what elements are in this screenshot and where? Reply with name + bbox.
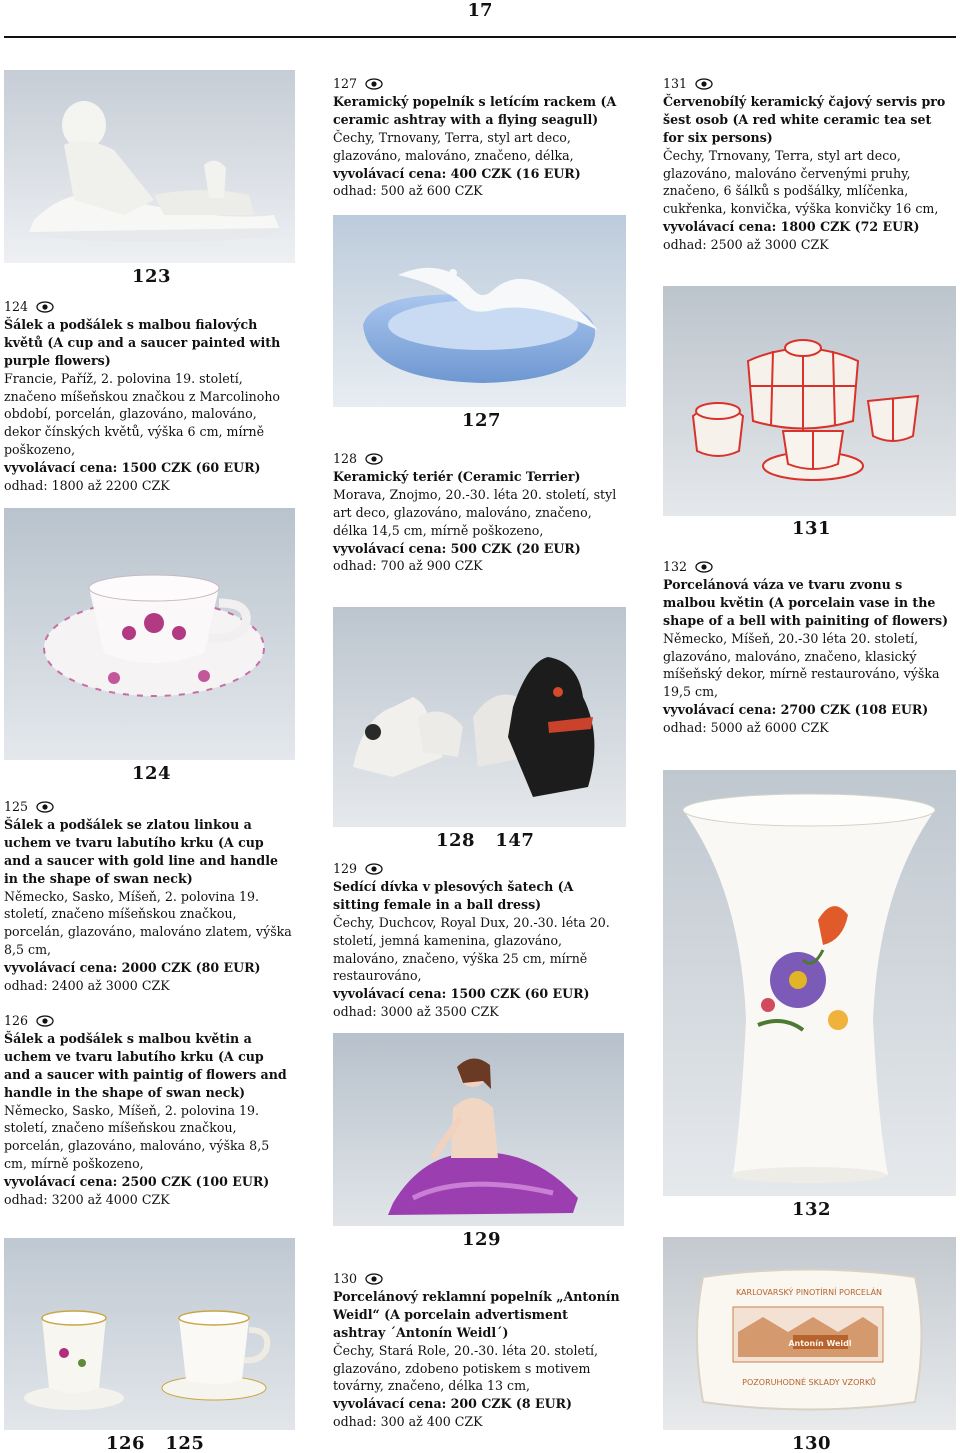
top-rule <box>4 36 956 38</box>
lot-estimate: odhad: 5000 až 6000 CZK <box>663 720 829 736</box>
photo-131-tea-set <box>663 286 956 516</box>
lot-number: 130 <box>333 1271 358 1286</box>
photo-124-purple-cup <box>4 508 295 760</box>
ashtray-print-name: Antonín Weidl <box>788 1339 852 1348</box>
eye-icon <box>36 1015 54 1027</box>
caption-130: 130 <box>792 1433 832 1453</box>
lot-description: Morava, Znojmo, 20.-30. léta 20. století, styl art deco, glazováno, malováno, značeno, délka 14,5 cm, mírně poškozeno, <box>333 486 617 538</box>
caption-128-147: 128 147 <box>436 830 535 851</box>
entry-129 <box>333 860 623 1021</box>
eye-icon <box>365 453 383 465</box>
lot-starting-price: vyvolávací cena: 1500 CZK (60 EUR) <box>4 460 261 476</box>
eye-icon <box>36 301 54 313</box>
lot-estimate: odhad: 2500 až 3000 CZK <box>663 237 829 253</box>
lot-description: Francie, Paříž, 2. polovina 19. století, značeno míšeňskou značkou z Marcolinoho období, porcelán, glazováno, malováno, dekor čínských květů, výška 6 cm, mírně poškozeno, <box>4 370 281 458</box>
caption-124: 124 <box>132 763 172 784</box>
lot-number: 124 <box>4 299 29 314</box>
lot-description: Čechy, Duchcov, Royal Dux, 20.-30. léta 20. století, jemná kamenina, glazováno, malováno, značeno, výška 25 cm, mírně restaurováno, <box>333 914 610 984</box>
lot-starting-price: vyvolávací cena: 500 CZK (20 EUR) <box>333 540 581 556</box>
lot-number: 132 <box>663 559 688 574</box>
lot-title: Sedící dívka v plesových šatech (A sitting female in a ball dress) <box>333 878 574 912</box>
lot-title: Porcelánový reklamní popelník „Antonín Weidl“ (A porcelain advertisment ashtray ´Antonín Weidl´) <box>333 1288 620 1340</box>
lot-estimate: odhad: 2400 až 3000 CZK <box>4 978 170 994</box>
lot-starting-price: vyvolávací cena: 1500 CZK (60 EUR) <box>333 986 590 1002</box>
entry-127 <box>333 75 623 200</box>
lot-description: Čechy, Trnovany, Terra, styl art deco, glazováno, malováno, značeno, délka, <box>333 129 574 163</box>
lot-number: 129 <box>333 861 358 876</box>
lot-number: 131 <box>663 76 688 91</box>
lot-title: Šálek a podšálek s malbou květin a uchem ve tvaru labutího krku (A cup and a saucer with paintig of flowers and handle in the shape of swan neck) <box>4 1030 287 1100</box>
lot-description: Německo, Míšeň, 20.-30 léta 20. století, glazováno, malováno, značeno, klasický míšeňský dekor, mírně restaurováno, výška 19,5 cm, <box>663 630 940 700</box>
caption-127: 127 <box>462 410 502 431</box>
lot-description: Čechy, Trnovany, Terra, styl art deco, glazováno, malováno červenými pruhy, značeno, 6 šálků s podšálky, mlíčenka, cukřenka, konvička, výška konvičky 16 cm, <box>663 147 939 217</box>
lot-number: 127 <box>333 76 358 91</box>
caption-132: 132 <box>792 1199 832 1220</box>
photo-129-sitting-female <box>333 1033 624 1226</box>
entry-132 <box>663 558 955 737</box>
lot-title: Keramický popelník s letícím rackem (A ceramic ashtray with a flying seagull) <box>333 93 617 127</box>
photo-126-125-two-cups <box>4 1238 295 1430</box>
photo-123-reclining-figure <box>4 70 295 263</box>
caption-123: 123 <box>132 266 172 287</box>
lot-title: Šálek a podšálek s malbou fialových květů (A cup and a saucer painted with purple flowers) <box>4 316 281 368</box>
lot-estimate: odhad: 1800 až 2200 CZK <box>4 478 170 494</box>
ashtray-print-top: KARLOVARSKÝ PINOTÍRNÍ PORCELÁN <box>735 1288 883 1297</box>
lot-estimate: odhad: 500 až 600 CZK <box>333 183 483 199</box>
lot-starting-price: vyvolávací cena: 2500 CZK (100 EUR) <box>4 1174 270 1190</box>
lot-estimate: odhad: 300 až 400 CZK <box>333 1414 483 1430</box>
photo-132-bell-vase <box>663 770 956 1196</box>
lot-description: Německo, Sasko, Míšeň, 2. polovina 19. století, značeno míšeňskou značkou, porcelán, glazováno, malováno zlatem, výška 8,5 cm, <box>4 888 292 958</box>
caption-126-125: 126 125 <box>106 1433 205 1453</box>
photo-127-seagull-ashtray <box>333 215 626 407</box>
lot-starting-price: vyvolávací cena: 1800 CZK (72 EUR) <box>663 219 920 235</box>
lot-title: Červenobílý keramický čajový servis pro šest osob (A red white ceramic tea set for six persons) <box>663 93 946 145</box>
lot-starting-price: vyvolávací cena: 2000 CZK (80 EUR) <box>4 960 261 976</box>
eye-icon <box>695 561 713 573</box>
entry-128 <box>333 450 623 575</box>
entry-125 <box>4 798 294 995</box>
lot-starting-price: vyvolávací cena: 2700 CZK (108 EUR) <box>663 702 929 718</box>
lot-title: Porcelánová váza ve tvaru zvonu s malbou květin (A porcelain vase in the shape of a bell with painiting of flowers) <box>663 576 949 628</box>
lot-title: Keramický teriér (Ceramic Terrier) <box>333 468 581 484</box>
eye-icon <box>36 801 54 813</box>
lot-number: 125 <box>4 799 29 814</box>
lot-estimate: odhad: 3200 až 4000 CZK <box>4 1192 170 1208</box>
eye-icon <box>365 78 383 90</box>
caption-131: 131 <box>792 518 832 539</box>
photo-128-147-terriers <box>333 607 626 827</box>
eye-icon <box>695 78 713 90</box>
entry-131 <box>663 75 955 254</box>
lot-estimate: odhad: 700 až 900 CZK <box>333 558 483 574</box>
lot-description: Čechy, Stará Role, 20.-30. léta 20. století, glazováno, zdobeno potiskem s motivem továrny, značeno, délka 13 cm, <box>333 1342 599 1394</box>
entry-130 <box>333 1270 623 1431</box>
lot-starting-price: vyvolávací cena: 200 CZK (8 EUR) <box>333 1396 572 1412</box>
lot-title: Šálek a podšálek se zlatou linkou a uchem ve tvaru labutího krku (A cup and a saucer with gold line and handle in the shape of swan neck) <box>4 816 279 886</box>
eye-icon <box>365 863 383 875</box>
photo-130-weidl-ashtray <box>663 1237 956 1430</box>
lot-number: 126 <box>4 1013 29 1028</box>
entry-124 <box>4 298 290 495</box>
entry-126 <box>4 1012 294 1209</box>
lot-number: 128 <box>333 451 358 466</box>
lot-estimate: odhad: 3000 až 3500 CZK <box>333 1004 499 1020</box>
ashtray-print-bottom: POZORUHODNÉ SKLADY VZORKŮ <box>742 1378 876 1387</box>
eye-icon <box>365 1273 383 1285</box>
caption-129: 129 <box>462 1229 502 1250</box>
lot-description: Německo, Sasko, Míšeň, 2. polovina 19. století, značeno míšeňskou značkou, porcelán, glazováno, malováno, výška 8,5 cm, mírně poškozeno, <box>4 1102 270 1172</box>
page-number: 17 <box>467 0 493 21</box>
lot-starting-price: vyvolávací cena: 400 CZK (16 EUR) <box>333 165 581 181</box>
